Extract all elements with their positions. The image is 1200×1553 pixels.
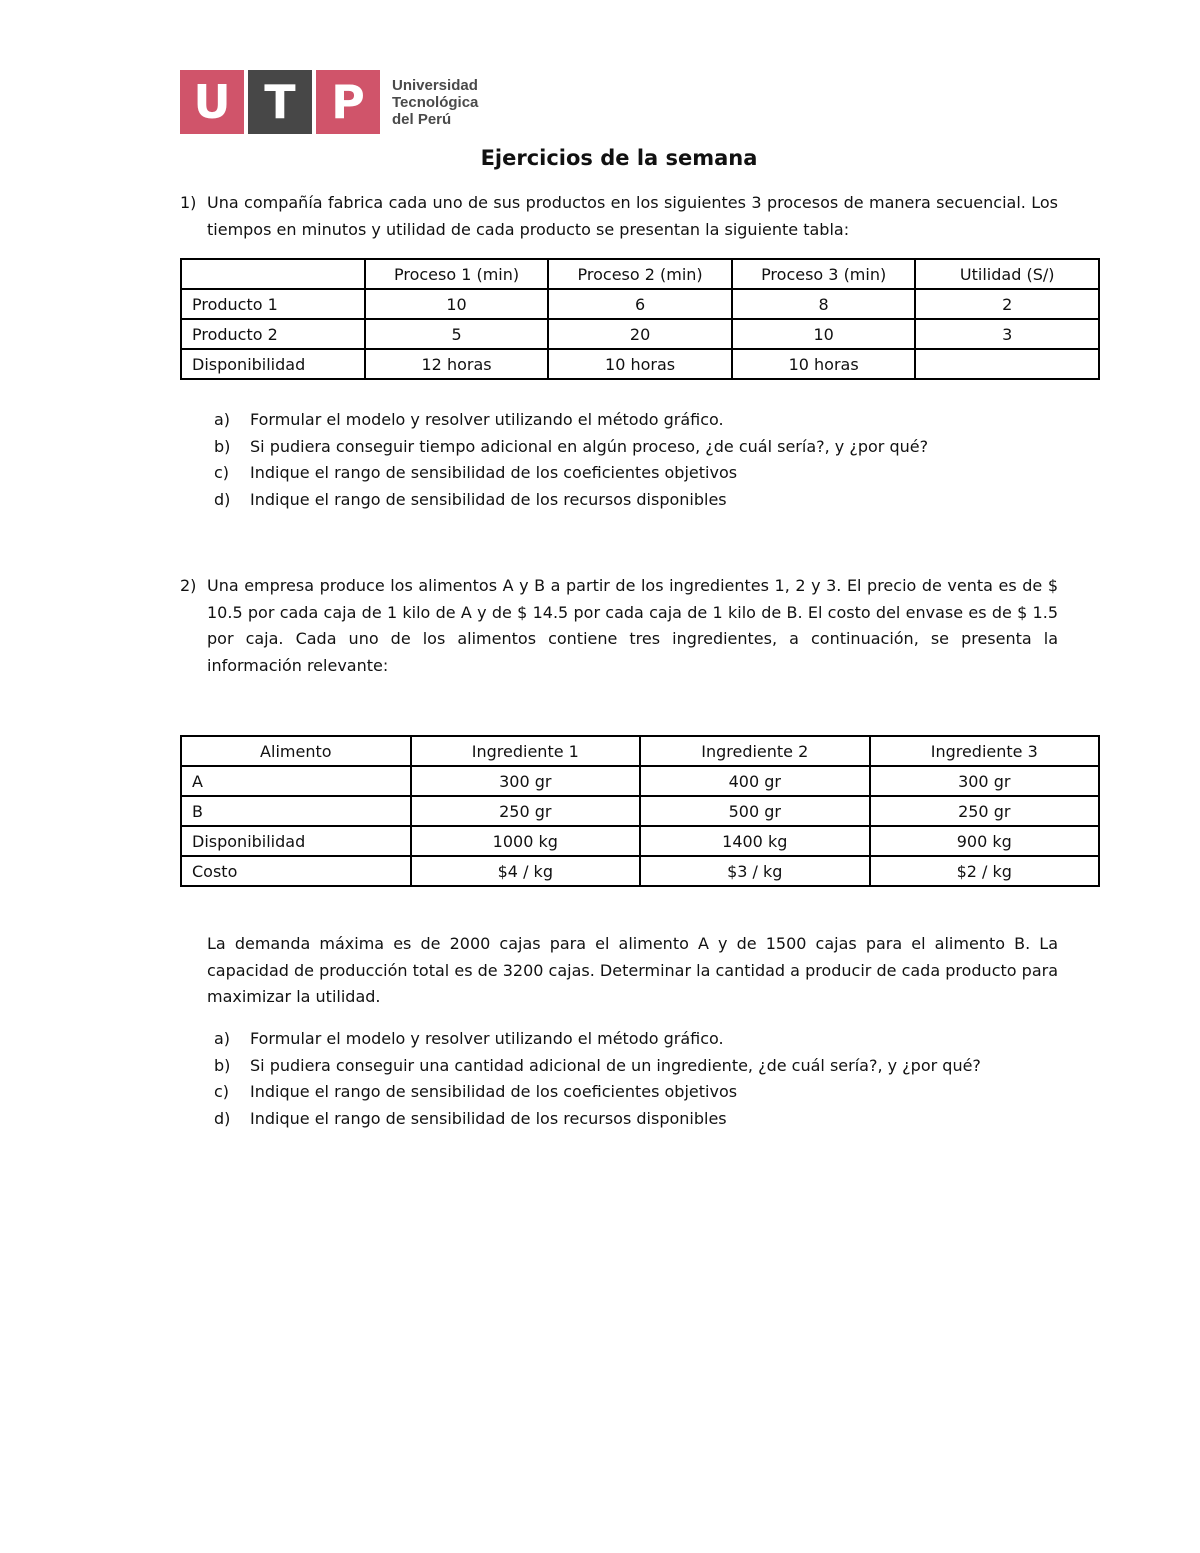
- table-cell: 3: [915, 319, 1099, 349]
- question-letter: b): [214, 1055, 231, 1075]
- table-row: [181, 319, 1099, 349]
- table-cell: 1400 kg: [640, 826, 869, 856]
- list-item: [214, 1053, 1114, 1080]
- list-item: [214, 460, 1114, 487]
- table-cell: 10 horas: [548, 349, 732, 379]
- exercise-1-table: [180, 258, 1100, 380]
- table-cell: A: [181, 766, 411, 796]
- table-row: [181, 349, 1099, 379]
- table-cell: 12 horas: [365, 349, 549, 379]
- table-cell: 500 gr: [640, 796, 869, 826]
- table-row: [181, 826, 1099, 856]
- table-cell: 2: [915, 289, 1099, 319]
- exercise-2-questions: [214, 1026, 1114, 1132]
- list-item: [214, 1106, 1114, 1133]
- question-text: Formular el modelo y resolver utilizando el método gráfico.: [250, 1029, 724, 1048]
- table-cell: Disponibilidad: [181, 349, 365, 379]
- table-header-row: [181, 736, 1099, 766]
- table-cell: 6: [548, 289, 732, 319]
- question-letter: d): [214, 489, 231, 509]
- table-cell: 250 gr: [870, 796, 1100, 826]
- table-header-cell: Proceso 3 (min): [732, 259, 916, 289]
- exercise-1-statement: [180, 190, 1058, 243]
- question-letter: c): [214, 1082, 230, 1101]
- table-header-cell: Ingrediente 3: [870, 736, 1100, 766]
- table-cell: $3 / kg: [640, 856, 869, 886]
- table-cell: 10 horas: [732, 349, 916, 379]
- table-header-row: [181, 259, 1099, 289]
- exercise-2-demand-text: [180, 931, 1058, 1011]
- logo-wordmark: [392, 77, 478, 128]
- table-header-cell: Ingrediente 2: [640, 736, 869, 766]
- question-text: Indique el rango de sensibilidad de los recursos disponibles: [250, 1108, 727, 1128]
- table-cell: 8: [732, 289, 916, 319]
- exercise-2-table: [180, 735, 1100, 887]
- table-header-cell: Proceso 2 (min): [548, 259, 732, 289]
- exercise-text: Una compañía fabrica cada uno de sus productos en los siguientes 3 procesos de manera secuencial. Los tiempos en minutos y utilidad de cada producto se presentan la siguiente tabla:: [207, 193, 1058, 239]
- table-cell: Producto 2: [181, 319, 365, 349]
- table-row: [181, 856, 1099, 886]
- page-title: Ejercicios de la semana: [480, 146, 758, 170]
- table-cell: [915, 349, 1099, 379]
- table-cell: B: [181, 796, 411, 826]
- table-cell: 20: [548, 319, 732, 349]
- exercise-2-statement: [180, 573, 1058, 679]
- table-cell: 900 kg: [870, 826, 1100, 856]
- table-header-cell: Alimento: [181, 736, 411, 766]
- table-row: [181, 289, 1099, 319]
- exercise-text: La demanda máxima es de 2000 cajas para el alimento A y de 1500 cajas para el alimento B. La capacidad de producción total es de 3200 cajas. Determinar la cantidad a producir de cada producto para maximizar la utilidad.: [207, 934, 1058, 1006]
- table-cell: 5: [365, 319, 549, 349]
- logo-line: del Perú: [392, 110, 452, 128]
- table-header-cell: [181, 259, 365, 289]
- table-row: [181, 766, 1099, 796]
- table-header-cell: Proceso 1 (min): [365, 259, 549, 289]
- logo-line: Tecnológica: [392, 93, 479, 111]
- list-item: [214, 1079, 1114, 1106]
- question-text: Indique el rango de sensibilidad de los coeficientes objetivos: [250, 1082, 738, 1101]
- table-cell: 400 gr: [640, 766, 869, 796]
- question-letter: c): [214, 463, 230, 482]
- table-cell: Costo: [181, 856, 411, 886]
- list-item: [214, 487, 1114, 514]
- question-letter: a): [214, 410, 231, 429]
- table-cell: Disponibilidad: [181, 826, 411, 856]
- list-item: [214, 434, 1114, 461]
- logo-letter-p: P: [316, 70, 380, 134]
- question-letter: d): [214, 1108, 231, 1128]
- table-cell: 1000 kg: [411, 826, 640, 856]
- exercise-number: 2): [180, 576, 197, 595]
- utp-logo: [180, 70, 478, 134]
- list-item: [214, 1026, 1114, 1053]
- exercise-1-questions: [214, 407, 1114, 513]
- question-text: Indique el rango de sensibilidad de los coeficientes objetivos: [250, 463, 738, 482]
- question-letter: a): [214, 1029, 231, 1048]
- table-header-cell: Utilidad (S/): [915, 259, 1099, 289]
- table-cell: 300 gr: [411, 766, 640, 796]
- question-text: Formular el modelo y resolver utilizando el método gráfico.: [250, 410, 724, 429]
- table-cell: $2 / kg: [870, 856, 1100, 886]
- question-text: Indique el rango de sensibilidad de los recursos disponibles: [250, 489, 727, 509]
- table-cell: 250 gr: [411, 796, 640, 826]
- table-cell: 300 gr: [870, 766, 1100, 796]
- logo-line: Universidad: [392, 76, 478, 94]
- table-cell: $4 / kg: [411, 856, 640, 886]
- logo-letter-t: T: [248, 70, 312, 134]
- question-text: Si pudiera conseguir tiempo adicional en algún proceso, ¿de cuál sería?, y ¿por qué?: [250, 436, 929, 456]
- list-item: [214, 407, 1114, 434]
- table-cell: 10: [365, 289, 549, 319]
- table-cell: 10: [732, 319, 916, 349]
- exercise-number: 1): [180, 193, 197, 212]
- question-letter: b): [214, 436, 231, 456]
- table-row: [181, 796, 1099, 826]
- logo-letter-u: U: [180, 70, 244, 134]
- table-header-cell: Ingrediente 1: [411, 736, 640, 766]
- question-text: Si pudiera conseguir una cantidad adicional de un ingrediente, ¿de cuál sería?, y ¿por qué?: [250, 1055, 981, 1075]
- table-cell: Producto 1: [181, 289, 365, 319]
- exercise-text: Una empresa produce los alimentos A y B a partir de los ingredientes 1, 2 y 3. El precio de venta es de $ 10.5 por cada caja de 1 kilo de A y de $ 14.5 por cada caja de 1 kilo de B. El costo del envase es de $ 1.5 por caja. Cada uno de los alimentos contiene tres ingredientes, a continuación, se presenta la información relevante:: [207, 576, 1058, 675]
